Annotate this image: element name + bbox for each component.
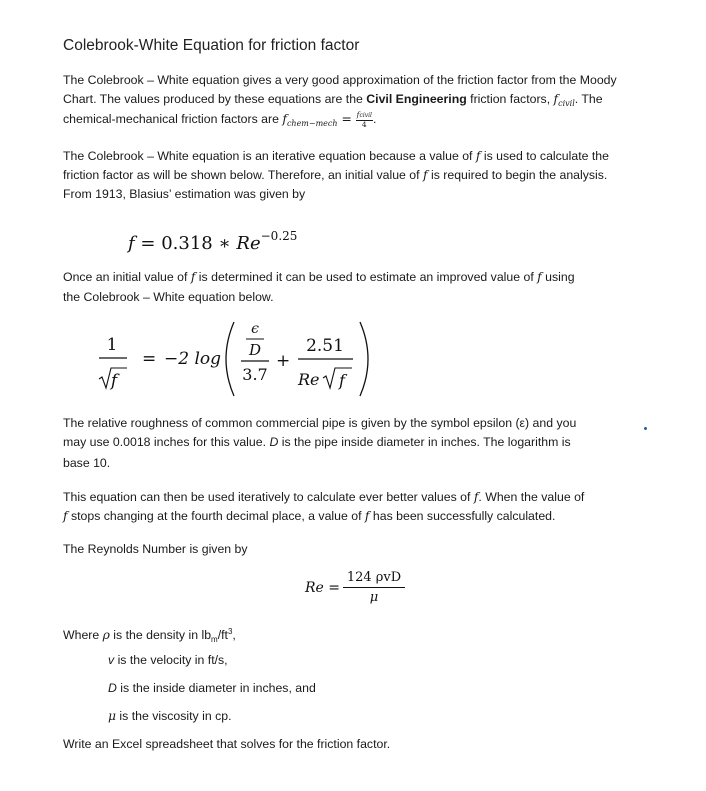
para5-text-b: . When the value of (478, 490, 585, 504)
final-instruction: Write an Excel spreadsheet that solves for the friction factor. (63, 737, 391, 751)
where-text: Where (63, 628, 103, 642)
civil-engineering-bold: Civil Engineering (366, 92, 467, 106)
plus-sign: + (276, 351, 291, 371)
rho-symbol: ρ (102, 628, 110, 642)
para5-line1 (63, 488, 584, 507)
reynolds-lhs: Re = (305, 580, 341, 596)
para1-text-b: friction factors, (466, 92, 554, 106)
where-line-density (63, 622, 236, 649)
para4-line1: The relative roughness of common commercial pipe is given by the symbol epsilon (ε) and you (63, 416, 577, 430)
reynolds-denominator: μ (369, 590, 379, 605)
f-symbol: f (473, 490, 479, 504)
reynolds-intro: The Reynolds Number is given by (63, 542, 248, 556)
D-symbol: D (248, 341, 262, 359)
civil-subscript: civil (558, 99, 575, 108)
D-italic: D (269, 435, 279, 449)
para2-text-b: is used to calculate the (480, 149, 609, 163)
para5-text-c: stops changing at the fourth decimal place, a value of (67, 509, 365, 523)
three-point-seven: 3.7 (242, 365, 268, 384)
para1-text-d: chemical-mechanical friction factors are (63, 112, 283, 126)
reynolds-numerator: 124 ρvD (343, 570, 405, 588)
where-line-velocity (108, 651, 228, 670)
blasius-exponent: −0.25 (260, 229, 298, 243)
minus-two-log: −2 log (164, 349, 222, 369)
f-symbol: f (475, 149, 481, 163)
f-symbol: f (422, 168, 428, 182)
equals-sign: = (337, 112, 356, 126)
right-parenthesis (360, 322, 368, 396)
f-symbol: f (190, 270, 196, 284)
chem-mech-subscript: chem−mech (286, 119, 338, 128)
f-symbol: f (537, 270, 542, 284)
para1-period: . (372, 112, 377, 126)
para3-text-b: is determined it can be used to estimate an improved value of (195, 270, 538, 284)
ft-text: /ft (217, 628, 228, 642)
para4-line2 (63, 433, 571, 452)
fraction-denominator: 4 (361, 119, 367, 129)
f-chem-symbol: f (282, 112, 287, 126)
where-line-diameter (108, 679, 316, 698)
reynolds-symbol: Re (298, 370, 320, 389)
two-point-five-one: 2.51 (306, 336, 344, 356)
f-under-root: f (110, 371, 118, 391)
para3-line2: the Colebrook – White equation below. (63, 290, 274, 304)
blue-dot-mark (644, 427, 647, 430)
sqrt-sign-2 (323, 368, 352, 388)
equals: = (142, 349, 157, 369)
para5-text-a: This equation can then be used iteratively to calculate ever better values of (63, 490, 474, 504)
blasius-equation (128, 229, 297, 254)
blasius-coefficient: = 0.318 ∗ (134, 233, 237, 254)
cubed-superscript: 3 (227, 627, 233, 636)
colebrook-equation (90, 312, 380, 402)
para2-line2 (63, 166, 607, 185)
page-title: Colebrook-White Equation for friction factor (63, 37, 360, 54)
para5-text-d: has been successfully calculated. (369, 509, 556, 523)
blasius-f: f (128, 233, 135, 254)
f-under-root-2: f (339, 371, 345, 390)
para4-text-b: is the pipe inside diameter in inches. The logarithm is (278, 435, 571, 449)
one-numerator: 1 (106, 335, 118, 355)
D-symbol: D (108, 681, 117, 695)
f-symbol: f (63, 509, 68, 523)
para5-line2 (63, 507, 555, 526)
diameter-text: is the inside diameter in inches, and (116, 681, 316, 695)
reynolds-fraction (343, 570, 405, 605)
para3-text-c: using (541, 270, 575, 284)
para1-text-c: . The (574, 92, 603, 106)
para1-line3 (63, 110, 376, 133)
m-subscript: m (211, 635, 218, 644)
para1-text-a: Chart. The values produced by these equations are the (63, 92, 367, 106)
para2-text-c: friction factor as will be shown below. Therefore, an initial value of (63, 168, 423, 182)
density-text: is the density in lb (109, 628, 212, 642)
para2-line3: From 1913, Blasius’ estimation was given by (63, 187, 306, 201)
viscosity-text: is the viscosity in cp. (116, 709, 232, 723)
fraction-f: f (356, 109, 360, 119)
f-civil-symbol: f (553, 92, 559, 106)
velocity-text: is the velocity in ft/s, (114, 653, 228, 667)
para4-text-a: may use 0.0018 inches for this value. (63, 435, 270, 449)
where-line-viscosity (108, 707, 232, 726)
para2-text-d: is required to begin the analysis. (427, 168, 608, 182)
v-symbol: v (108, 653, 115, 667)
blasius-re: Re (236, 233, 261, 254)
para4-line3: base 10. (63, 456, 111, 470)
para2-text-a: The Colebrook – White equation is an iterative equation because a value of (63, 149, 476, 163)
mu-symbol: μ (108, 709, 116, 723)
para3-line1 (63, 268, 575, 287)
para2-line1 (63, 147, 609, 166)
comma: , (232, 628, 236, 642)
para1-line1: The Colebrook – White equation gives a very good approximation of the friction factor from the Moody (63, 73, 617, 87)
f-symbol: f (364, 509, 370, 523)
fraction-sub: civil (359, 111, 372, 119)
civil-over-four-fraction (356, 111, 373, 129)
left-parenthesis (226, 322, 234, 396)
para3-text-a: Once an initial value of (63, 270, 191, 284)
epsilon-symbol: ϵ (251, 321, 259, 337)
